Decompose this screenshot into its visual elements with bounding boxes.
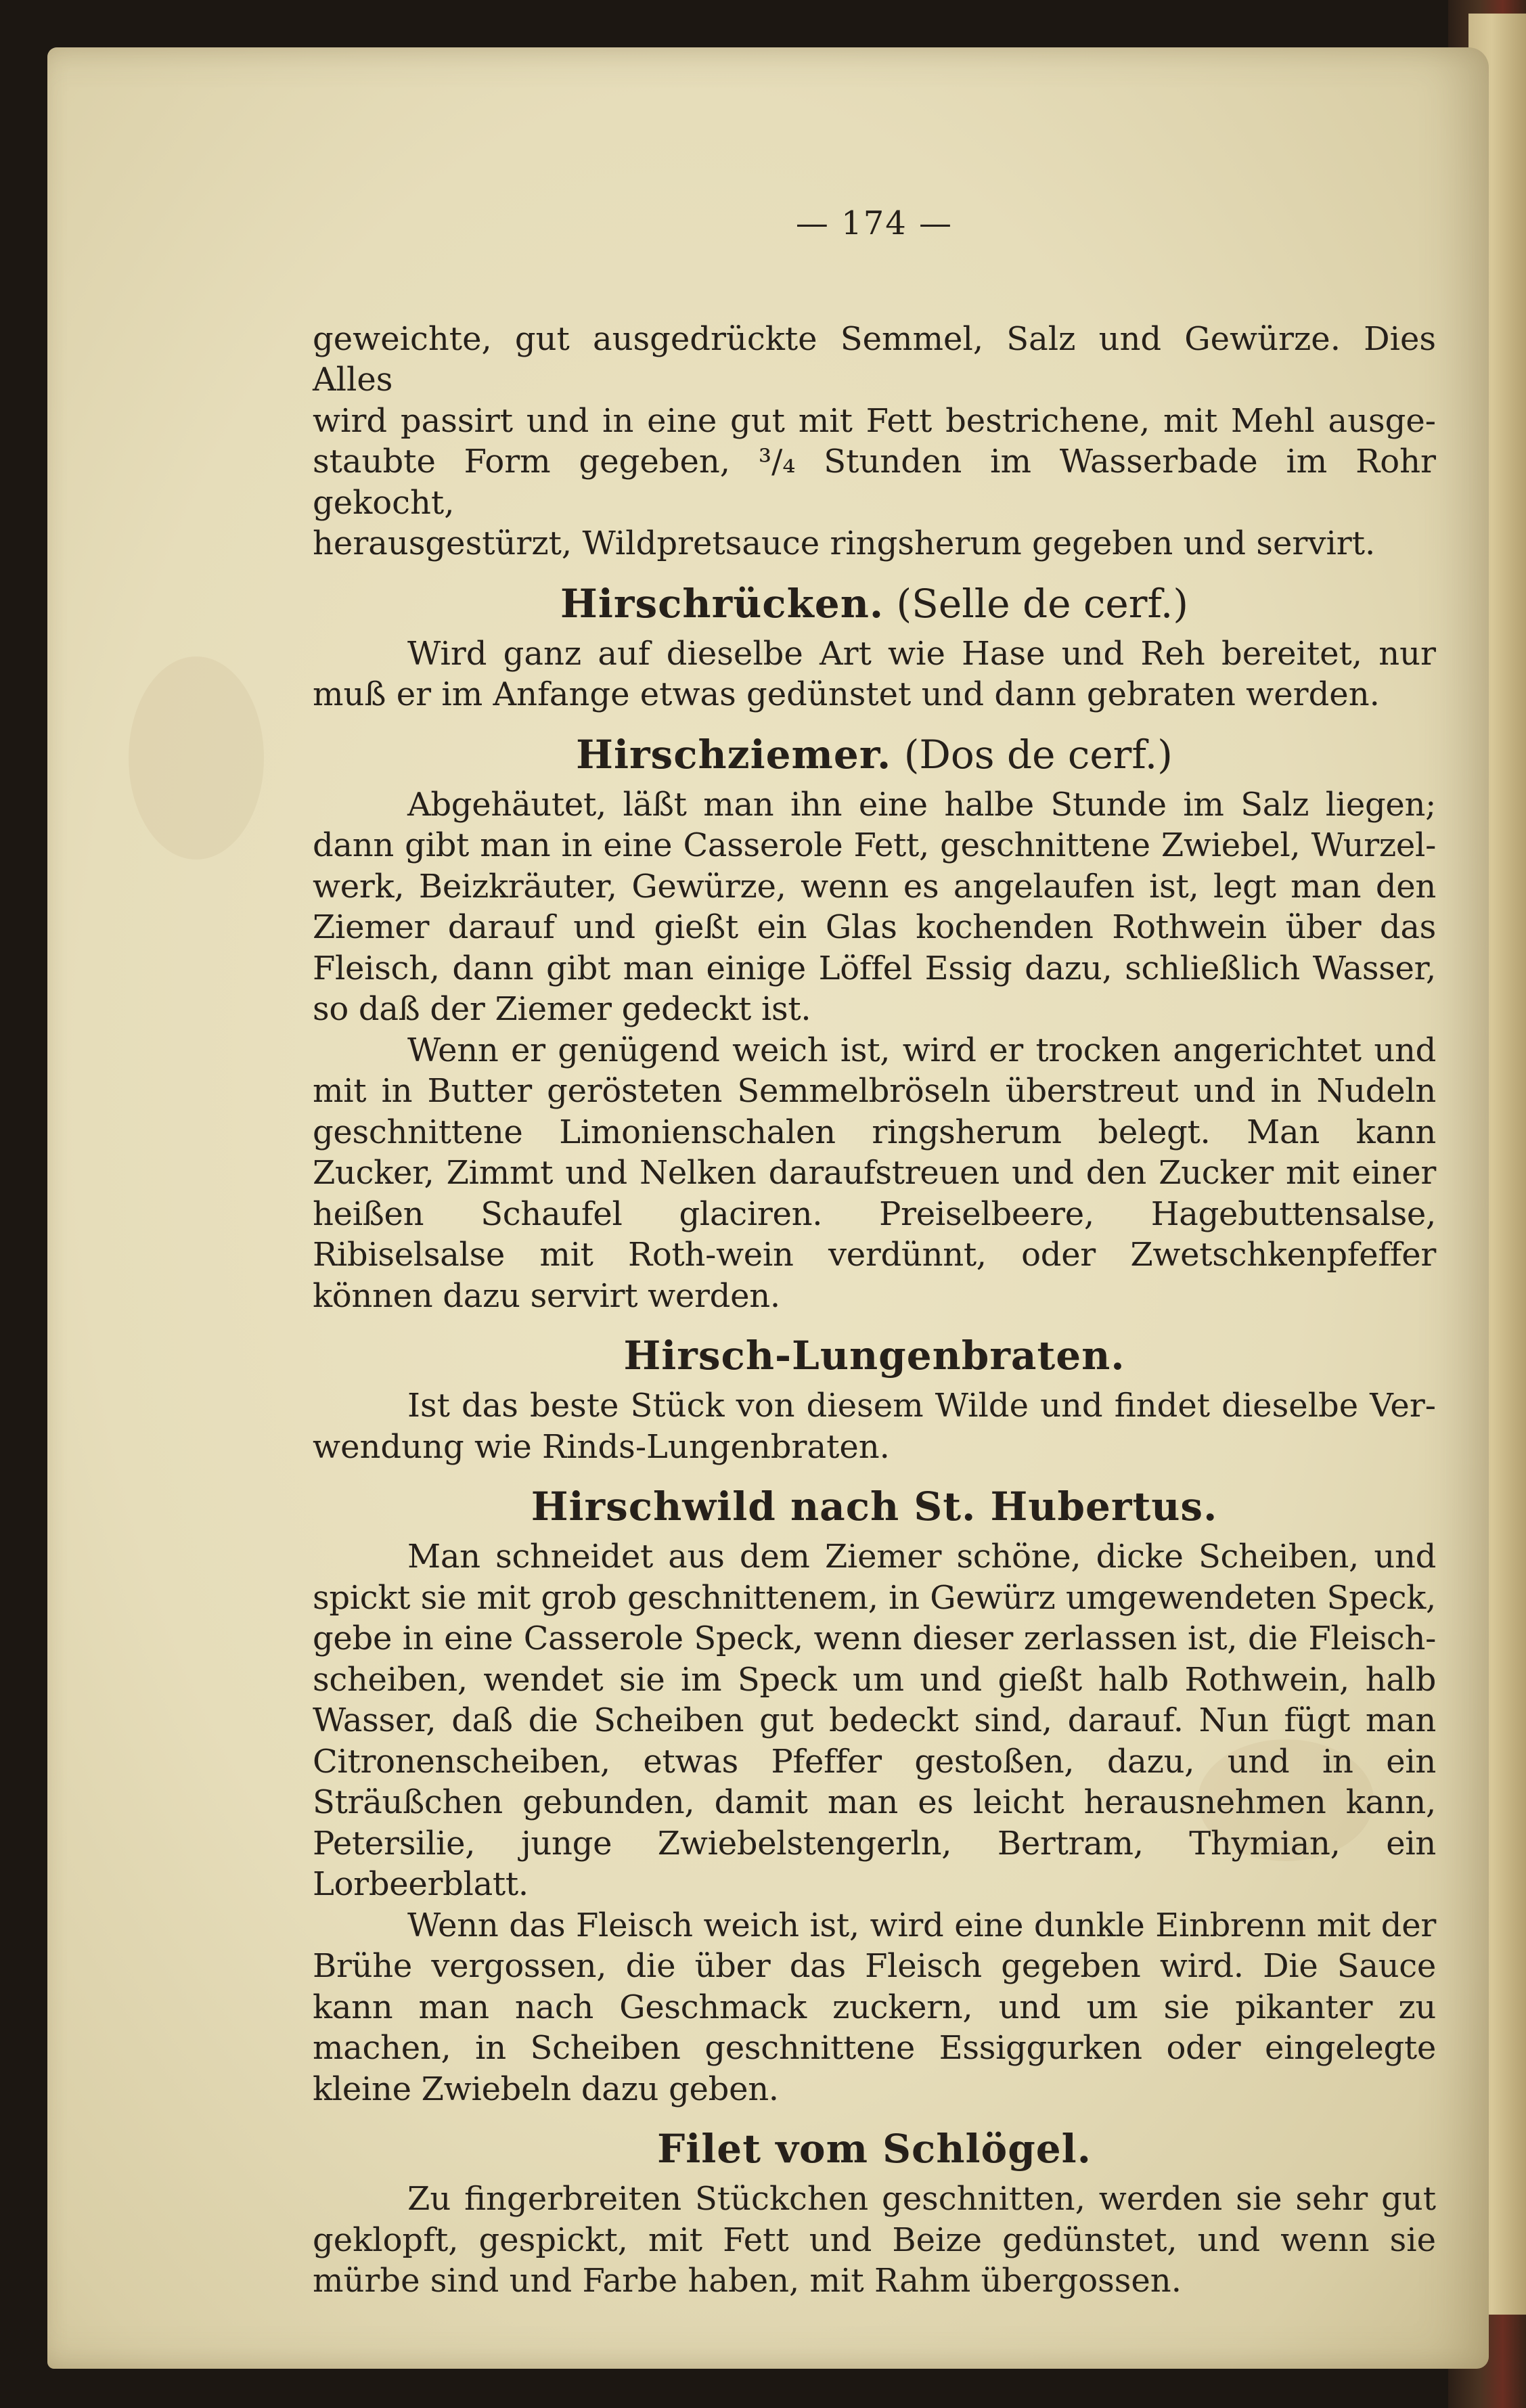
paragraph-hirschziemer-1: Abgehäutet, läßt man ihn eine halbe Stunde im Salz liegen; dann gibt man in eine Casserole Fett, geschnittene Zwiebel, Wurzel-werk, Beizkräuter, Gewürze, wenn es angelaufen ist, legt man den Ziemer darauf und gießt ein Glas kochenden Rothwein über das Fleisch, dann gibt man einige Löffel Essig dazu, schließlich Wasser, so daß der Ziemer gedeckt ist. [313, 785, 1436, 1028]
intro-line: geweichte, gut ausgedrückte Semmel, Salz und Gewürze. Dies Alles [313, 319, 1436, 399]
heading-filet [313, 2124, 1436, 2173]
paper-stain [129, 656, 264, 860]
heading-lungenbraten [313, 1331, 1436, 1380]
intro-paragraph [313, 319, 1436, 564]
heading-hirschziemer [313, 730, 1436, 779]
heading-hubertus [313, 1482, 1436, 1531]
paragraph-filet: Zu fingerbreiten Stückchen geschnitten, werden sie sehr gut geklopft, gespickt, mit Fett und Beize gedünstet, und wenn sie mürbe sind und Farbe haben, mit Rahm übergossen. [313, 2180, 1436, 2300]
intro-line: wird passirt und in eine gut mit Fett bestrichene, mit Mehl ausge- [313, 401, 1436, 440]
page-number: — 174 — [795, 204, 953, 242]
heading-subtitle: (Selle de cerf.) [896, 580, 1188, 627]
heading-title: Hirschwild nach St. Hubertus. [531, 1484, 1218, 1530]
paragraph-hirschruecken: Wird ganz auf dieselbe Art wie Hase und Reh bereitet, nur muß er im Anfange etwas gedünstet und dann gebraten werden. [313, 634, 1436, 713]
intro-line: herausgestürzt, Wildpretsauce ringsherum gegeben und servirt. [313, 525, 1376, 562]
page-text [313, 203, 1436, 2302]
heading-title: Filet vom Schlögel. [657, 2126, 1092, 2172]
heading-title: Hirsch-Lungenbraten. [623, 1333, 1125, 1379]
heading-subtitle: (Dos de cerf.) [903, 731, 1173, 778]
heading-title: Hirschrücken. [560, 580, 884, 627]
heading-hirschruecken [313, 579, 1436, 628]
paragraph-hubertus-1: Man schneidet aus dem Ziemer schöne, dicke Scheiben, und spickt sie mit grob geschnittenem, in Gewürz umgewendeten Speck, gebe in eine Casserole Speck, wenn dieser zerlassen ist, die Fleisch-scheiben, wendet sie im Speck um und gießt halb Rothwein, halb Wasser, daß die Scheiben gut bedeckt sind, darauf. Nun fügt man Citronenscheiben, etwas Pfeffer gestoßen, dazu, und in ein Sträußchen gebunden, damit man es leicht herausnehmen kann, Petersilie, junge Zwiebelstengerln, Bertram, Thymian, ein Lorbeerblatt. [313, 1538, 1436, 1903]
heading-title: Hirschziemer. [576, 731, 892, 778]
paragraph-hirschziemer-2: Wenn er genügend weich ist, wird er trocken angerichtet und mit in Butter gerösteten Semmelbröseln überstreut und in Nudeln geschnittene Limonienschalen ringsherum belegt. Man kann Zucker, Zimmt und Nelken daraufstreuen und den Zucker mit einer heißen Schaufel glaciren. Preiselbeere, Hagebuttensalse, Ribiselsalse mit Roth-wein verdünnt, oder Zwetschkenpfeffer können dazu servirt werden. [313, 1031, 1436, 1315]
paragraph-lungenbraten: Ist das beste Stück von diesem Wilde und findet dieselbe Ver-wendung wie Rinds-Lungenbraten. [313, 1387, 1436, 1466]
paragraph-hubertus-2: Wenn das Fleisch weich ist, wird eine dunkle Einbrenn mit der Brühe vergossen, die über das Fleisch gegeben wird. Die Sauce kann man nach Geschmack zuckern, und um sie pikanter zu machen, in Scheiben geschnittene Essiggurken oder eingelegte kleine Zwiebeln dazu geben. [313, 1906, 1436, 2108]
intro-line: staubte Form gegeben, ³/₄ Stunden im Wasserbade im Rohr gekocht, [313, 443, 1436, 522]
